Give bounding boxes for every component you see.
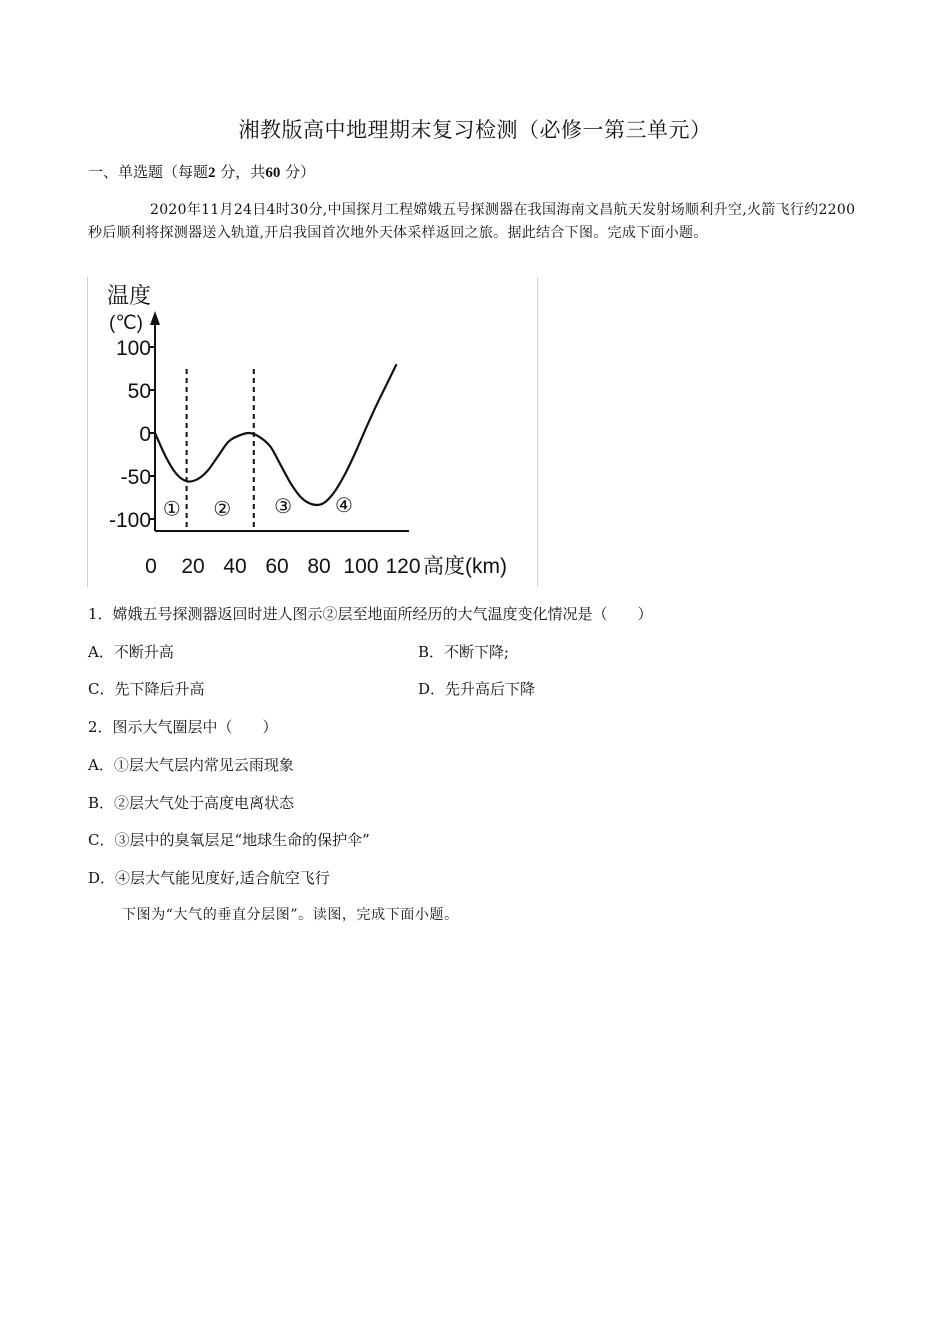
temperature-altitude-figure <box>87 277 539 587</box>
section-prefix: 一、单选题（每题 <box>88 163 209 181</box>
x-axis-label: 高度(km) <box>423 555 507 578</box>
y-axis-label-unit: (℃) <box>109 313 143 334</box>
section-total: 60 <box>265 165 281 181</box>
y-axis-label-title: 温度 <box>107 283 152 308</box>
x-tick-label: 60 <box>265 555 289 578</box>
intro-paragraph: 2020年11月24日4时30分,中国探月工程嫦娥五号探测器在我国海南文昌航天发射场顺利升空,火箭飞行约2200秒后顺利将探测器送入轨道,开启我国首次地外天体采样返回之旅。据此结合下图。完成下面小题。 <box>88 202 856 241</box>
question-1-option-a: A．不断升高 <box>88 643 174 661</box>
y-axis-arrow <box>150 311 160 325</box>
y-tick-label: -100 <box>108 509 151 532</box>
x-tick-label: 100 <box>343 555 379 578</box>
section-suffix: 分） <box>285 163 316 181</box>
x-tick-label: 80 <box>307 555 331 578</box>
question-1-stem: 1．嫦娥五号探测器返回时进人图示②层至地面所经历的大气温度变化情况是（ ） <box>88 605 653 623</box>
question-2-option-d: D．④层大气能见度好,适合航空飞行 <box>88 869 330 887</box>
x-tick-label: 20 <box>181 555 205 578</box>
layer-label: ① <box>162 496 181 521</box>
question-1-option-c: C．先下降后升高 <box>88 680 205 698</box>
y-tick-label: 100 <box>115 337 151 360</box>
temperature-curve <box>155 364 397 505</box>
section-points: 2 <box>208 165 216 181</box>
x-tick-label: 0 <box>145 555 157 578</box>
question-2-option-a: A．①层大气层内常见云雨现象 <box>88 756 294 774</box>
y-tick-label: 50 <box>127 380 151 403</box>
y-tick-label: -50 <box>120 466 151 489</box>
question-1-option-b: B．不断下降; <box>418 643 510 661</box>
section-mid: 分，共 <box>220 163 266 181</box>
layer-label: ③ <box>274 494 293 519</box>
temperature-chart <box>87 277 539 587</box>
layer-label: ② <box>213 496 232 521</box>
x-tick-label: 120 <box>385 555 421 578</box>
question-2-option-b: B．②层大气处于高度电离状态 <box>88 794 295 812</box>
question-2-option-c: C．③层中的臭氧层足“地球生命的保护伞” <box>88 831 370 849</box>
x-tick-label: 40 <box>223 555 247 578</box>
layer-label: ④ <box>335 493 353 518</box>
closing-paragraph: 下图为“大气的垂直分层图”。读图，完成下面小题。 <box>122 907 459 923</box>
section-heading <box>88 161 315 182</box>
question-1-option-d: D．先升高后下降 <box>418 680 536 698</box>
y-tick-label: 0 <box>139 423 151 446</box>
page-title: 湘教版高中地理期末复习检测（必修一第三单元） <box>238 118 712 142</box>
question-2-stem: 2．图示大气圈层中（ ） <box>88 718 278 736</box>
